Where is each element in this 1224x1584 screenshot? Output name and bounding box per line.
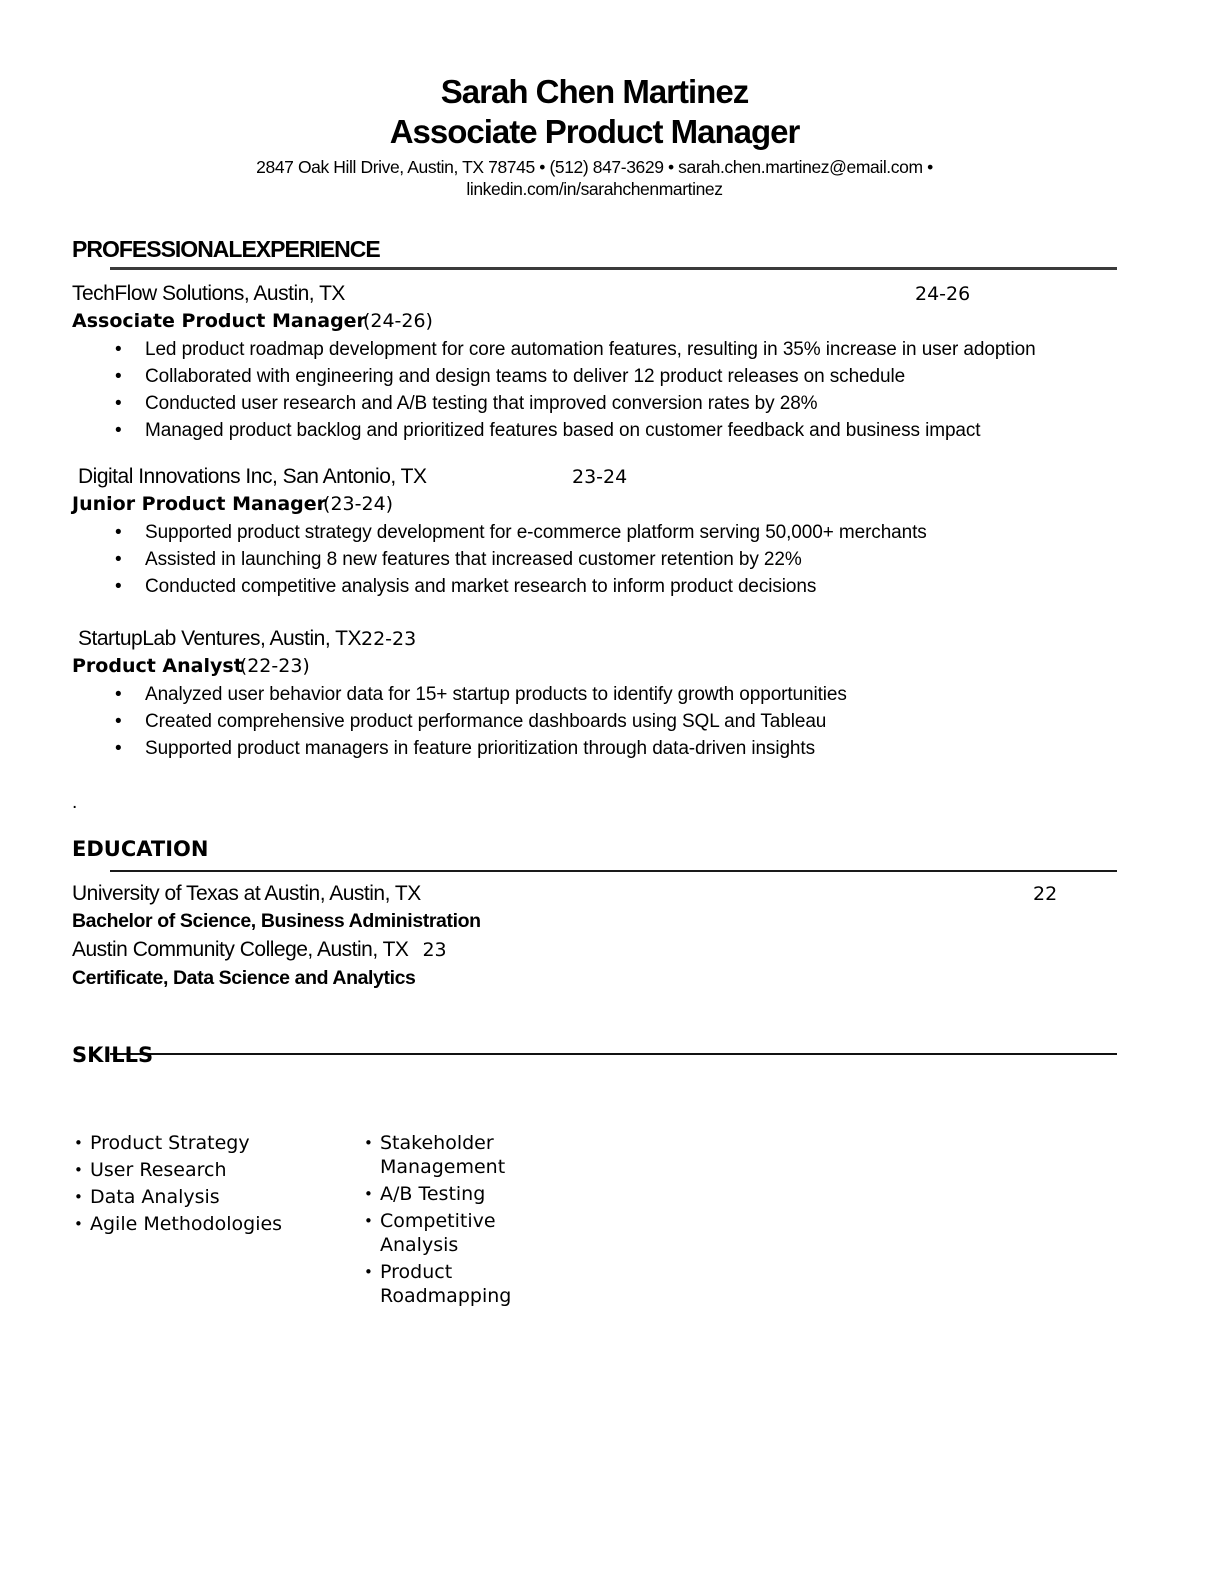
bullet-text: Managed product backlog and prioritized features based on customer feedback and business impact — [145, 420, 981, 441]
school-name: University of Texas at Austin, Austin, TX — [72, 882, 421, 905]
company-dates: 22-23 — [360, 628, 417, 650]
bullet-text: Supported product strategy development for e-commerce platform serving 50,000+ merchants — [145, 522, 927, 543]
bullet-item — [115, 364, 1117, 390]
degree-row: Bachelor of Science, Business Administration — [72, 910, 481, 932]
contact-line-1: 2847 Oak Hill Drive, Austin, TX 78745 • (512) 847-3629 • sarah.chen.martinez@email.com • — [256, 157, 933, 177]
skill-list — [362, 1131, 537, 1308]
skill-item — [364, 1209, 537, 1257]
school-date: 22 — [1033, 883, 1058, 905]
skill-text: User Research — [90, 1159, 227, 1181]
bullet-text: Analyzed user behavior data for 15+ startup products to identify growth opportunities — [145, 684, 847, 705]
bullet-icon: • — [115, 393, 122, 414]
skill-text: Stakeholder Management — [380, 1132, 506, 1178]
company-row — [72, 465, 1117, 489]
job-bullet-list — [72, 520, 1117, 600]
person-name: Sarah Chen Martinez — [440, 73, 749, 110]
bullet-icon: • — [364, 1263, 373, 1281]
job-title-dates: (24-26) — [362, 310, 433, 332]
bullet-icon: • — [115, 576, 122, 597]
bullet-text: Supported product managers in feature prioritization through data-driven insights — [145, 738, 815, 759]
bullet-text: Led product roadmap development for core automation features, resulting in 35% increase in user adoption — [145, 339, 1036, 360]
bullet-icon: • — [115, 684, 122, 705]
company-row — [72, 282, 1117, 306]
bullet-icon: • — [115, 339, 122, 360]
skill-item — [364, 1182, 537, 1206]
bullet-icon: • — [364, 1134, 373, 1152]
skill-text: Agile Methodologies — [90, 1213, 283, 1235]
company-name: Digital Innovations Inc, San Antonio, TX — [78, 465, 427, 488]
skill-text: Competitive Analysis — [380, 1210, 496, 1256]
section-heading-experience: PROFESSIONALEXPERIENCE — [72, 236, 380, 262]
school-date: 23 — [422, 939, 447, 961]
skill-text: Product Strategy — [90, 1132, 250, 1154]
bullet-text: Conducted user research and A/B testing that improved conversion rates by 28% — [145, 393, 818, 414]
job-bullet-list — [72, 682, 1117, 762]
bullet-icon: • — [364, 1185, 373, 1203]
job-title: Product Analyst — [72, 655, 243, 677]
job-title-row — [72, 492, 1117, 517]
section-heading-skills: SKILLS — [72, 1043, 154, 1067]
bullet-text: Collaborated with engineering and design teams to deliver 12 product releases on schedule — [145, 366, 906, 387]
section-heading-education: EDUCATION — [72, 837, 209, 861]
company-row — [72, 627, 1117, 651]
bullet-item — [115, 682, 1117, 708]
degree-row: Certificate, Data Science and Analytics — [72, 967, 416, 989]
job-title-dates: (23-24) — [323, 493, 394, 515]
company-name: TechFlow Solutions, Austin, TX — [72, 282, 345, 305]
education-divider — [110, 870, 1117, 872]
job-title: Junior Product Manager — [72, 493, 327, 515]
stray-period: . — [72, 792, 77, 813]
skill-text: Data Analysis — [90, 1186, 220, 1208]
job-title-dates: (22-23) — [239, 655, 310, 677]
skill-text: Product Roadmapping — [380, 1261, 512, 1307]
bullet-icon: • — [364, 1212, 373, 1230]
job-title: Associate Product Manager — [72, 310, 366, 332]
bullet-icon: • — [115, 549, 122, 570]
experience-divider — [110, 267, 1117, 270]
skills-column-1 — [72, 1131, 362, 1311]
bullet-item — [115, 391, 1117, 417]
bullet-item — [115, 418, 1117, 444]
bullet-icon: • — [74, 1188, 83, 1206]
skill-item — [74, 1212, 362, 1236]
bullet-icon: • — [115, 738, 122, 759]
bullet-item — [115, 574, 1117, 600]
school-row — [72, 882, 1117, 906]
school-row — [72, 938, 1117, 962]
bullet-icon: • — [115, 366, 122, 387]
bullet-item — [115, 709, 1117, 735]
skill-item — [364, 1260, 537, 1308]
person-title: Associate Product Manager — [389, 113, 800, 150]
skills-divider — [110, 1053, 1117, 1055]
bullet-text: Conducted competitive analysis and market research to inform product decisions — [145, 576, 817, 597]
bullet-icon: • — [115, 711, 122, 732]
bullet-item — [115, 736, 1117, 762]
skill-list — [72, 1131, 362, 1236]
bullet-icon: • — [115, 522, 122, 543]
bullet-item — [115, 337, 1117, 363]
skill-text: A/B Testing — [380, 1183, 486, 1205]
bullet-item — [115, 520, 1117, 546]
job-bullet-list — [72, 337, 1117, 444]
skill-item — [74, 1158, 362, 1182]
company-name: StartupLab Ventures, Austin, TX — [78, 627, 361, 650]
bullet-icon: • — [74, 1134, 83, 1152]
bullet-icon: • — [74, 1161, 83, 1179]
bullet-icon: • — [115, 420, 122, 441]
skill-item — [74, 1131, 362, 1155]
bullet-text: Created comprehensive product performance dashboards using SQL and Tableau — [145, 711, 827, 732]
company-dates: 24-26 — [915, 283, 971, 305]
bullet-icon: • — [74, 1215, 83, 1233]
school-name: Austin Community College, Austin, TX — [72, 938, 409, 961]
job-title-row — [72, 654, 1117, 679]
skill-item — [364, 1131, 537, 1179]
job-title-row — [72, 309, 1117, 334]
skill-item — [74, 1185, 362, 1209]
bullet-text: Assisted in launching 8 new features that increased customer retention by 22% — [145, 549, 802, 570]
skills-columns — [72, 1131, 1117, 1311]
skills-column-2 — [362, 1131, 537, 1311]
contact-line-2: linkedin.com/in/sarahchenmartinez — [466, 179, 723, 199]
bullet-item — [115, 547, 1117, 573]
company-dates: 23-24 — [572, 466, 628, 488]
skills-heading-wrap — [72, 1042, 1117, 1069]
